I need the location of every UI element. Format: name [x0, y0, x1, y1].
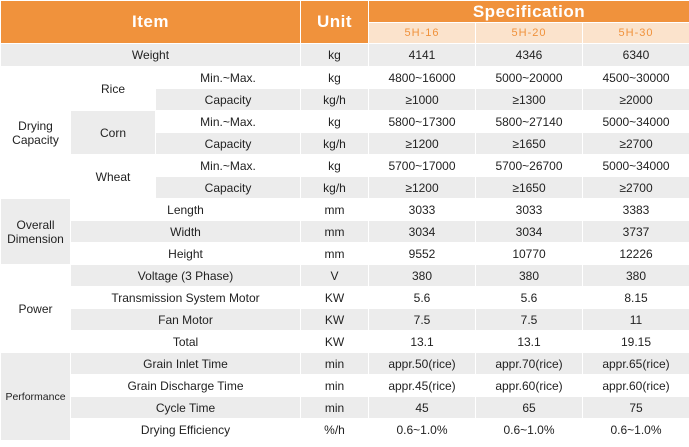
cell-value: 3034: [369, 221, 476, 243]
cell-value: 11: [583, 309, 689, 331]
cell-value: 5800~17300: [369, 111, 476, 133]
row-unit: mm: [301, 243, 369, 265]
cell-value: 12226: [583, 243, 689, 265]
row-label: Capacity: [156, 177, 301, 199]
row-unit: V: [301, 265, 369, 287]
cell-value: appr.50(rice): [369, 353, 476, 375]
overall-dimension-group-label: [1, 199, 71, 265]
row-unit: mm: [301, 221, 369, 243]
cell-value: 5700~26700: [476, 155, 583, 177]
row-label: Drying Efficiency: [71, 419, 301, 441]
row-label: Transmission System Motor: [71, 287, 301, 309]
cell-value: ≥2700: [583, 133, 689, 155]
cell-value: 4800~16000: [369, 67, 476, 89]
row-label: Min.~Max.: [156, 155, 301, 177]
weight-value: 6340: [583, 44, 689, 67]
row-label: Length: [71, 199, 301, 221]
row-unit: kg: [301, 67, 369, 89]
cell-value: ≥1200: [369, 133, 476, 155]
cell-value: appr.60(rice): [476, 375, 583, 397]
row-unit: kg: [301, 111, 369, 133]
row-label: Height: [71, 243, 301, 265]
cell-value: ≥2700: [583, 177, 689, 199]
cell-value: 3033: [369, 199, 476, 221]
weight-value: 4141: [369, 44, 476, 67]
row-unit: kg: [301, 155, 369, 177]
row-label: Fan Motor: [71, 309, 301, 331]
power-group-label: Power: [1, 265, 71, 353]
cell-value: 5800~27140: [476, 111, 583, 133]
overall-dimension-label-line2: Dimension: [7, 231, 64, 246]
cell-value: 0.6~1.0%: [583, 419, 689, 441]
row-label: Capacity: [156, 133, 301, 155]
cell-value: 4500~30000: [583, 67, 689, 89]
cell-value: 7.5: [369, 309, 476, 331]
cell-value: 5.6: [476, 287, 583, 309]
cell-value: 5700~17000: [369, 155, 476, 177]
row-label: Voltage (3 Phase): [71, 265, 301, 287]
corn-label: Corn: [71, 111, 156, 155]
cell-value: ≥1650: [476, 177, 583, 199]
wheat-label: Wheat: [71, 155, 156, 199]
cell-value: 3033: [476, 199, 583, 221]
cell-value: 380: [369, 265, 476, 287]
cell-value: 65: [476, 397, 583, 419]
cell-value: ≥1300: [476, 89, 583, 111]
model-header-5h30: 5H-30: [583, 23, 689, 44]
weight-label: Weight: [1, 44, 301, 67]
cell-value: 5000~20000: [476, 67, 583, 89]
cell-value: ≥1000: [369, 89, 476, 111]
weight-value: 4346: [476, 44, 583, 67]
cell-value: 0.6~1.0%: [476, 419, 583, 441]
row-unit: KW: [301, 309, 369, 331]
model-header-5h16: 5H-16: [369, 23, 476, 44]
cell-value: appr.65(rice): [583, 353, 689, 375]
cell-value: ≥2000: [583, 89, 689, 111]
cell-value: 3737: [583, 221, 689, 243]
overall-dimension-label-line1: Overall: [16, 217, 55, 232]
cell-value: 3034: [476, 221, 583, 243]
cell-value: 5000~34000: [583, 155, 689, 177]
cell-value: 10770: [476, 243, 583, 265]
row-unit: KW: [301, 331, 369, 353]
cell-value: 9552: [369, 243, 476, 265]
row-label: Grain Discharge Time: [71, 375, 301, 397]
cell-value: 7.5: [476, 309, 583, 331]
row-label: Width: [71, 221, 301, 243]
row-label: Grain Inlet Time: [71, 353, 301, 375]
cell-value: 5.6: [369, 287, 476, 309]
row-unit: min: [301, 353, 369, 375]
row-label: Cycle Time: [71, 397, 301, 419]
row-unit: KW: [301, 287, 369, 309]
rice-label: Rice: [71, 67, 156, 111]
cell-value: 45: [369, 397, 476, 419]
row-label: Min.~Max.: [156, 111, 301, 133]
cell-value: 5000~34000: [583, 111, 689, 133]
cell-value: 13.1: [369, 331, 476, 353]
cell-value: ≥1200: [369, 177, 476, 199]
model-header-5h20: 5H-20: [476, 23, 583, 44]
drying-capacity-group-label: [1, 67, 71, 199]
cell-value: 19.15: [583, 331, 689, 353]
cell-value: appr.45(rice): [369, 375, 476, 397]
row-unit: min: [301, 375, 369, 397]
cell-value: ≥1650: [476, 133, 583, 155]
cell-value: 380: [476, 265, 583, 287]
row-unit: mm: [301, 199, 369, 221]
row-unit: kg/h: [301, 133, 369, 155]
cell-value: appr.70(rice): [476, 353, 583, 375]
unit-header: Unit: [301, 1, 369, 44]
cell-value: 0.6~1.0%: [369, 419, 476, 441]
row-unit: min: [301, 397, 369, 419]
performance-group-label: Performance: [1, 353, 71, 441]
cell-value: 380: [583, 265, 689, 287]
row-unit: %/h: [301, 419, 369, 441]
item-header: Item: [1, 1, 301, 44]
row-label: Min.~Max.: [156, 67, 301, 89]
row-unit: kg/h: [301, 177, 369, 199]
weight-unit: kg: [301, 44, 369, 67]
cell-value: 13.1: [476, 331, 583, 353]
cell-value: appr.60(rice): [583, 375, 689, 397]
cell-value: 8.15: [583, 287, 689, 309]
row-unit: kg/h: [301, 89, 369, 111]
drying-capacity-label-line2: Capacity: [12, 132, 59, 147]
row-label: Capacity: [156, 89, 301, 111]
drying-capacity-label-line1: Drying: [18, 118, 53, 133]
cell-value: 75: [583, 397, 689, 419]
specification-header: Specification: [369, 1, 689, 23]
cell-value: 3383: [583, 199, 689, 221]
row-label: Total: [71, 331, 301, 353]
